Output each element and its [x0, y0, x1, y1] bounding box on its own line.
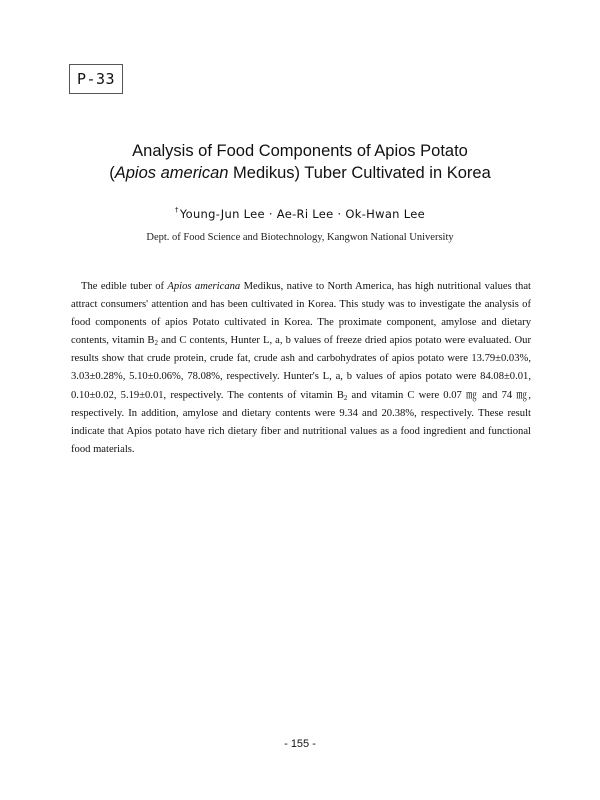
- abstract-s1-post: Medikus, native to North America, has high nutritional values that attract consumers' attention and has been cultivated in Korea. This study was to investigate the analysis of food components of apios Potato cultivated in Korea. The proximate component, amylose and dietary contents, vitamin B: [71, 281, 531, 347]
- corresponding-author-marker: †: [175, 206, 179, 214]
- title-line-2-rest: Medikus) Tuber Cultivated in Korea: [228, 164, 491, 182]
- poster-id: P-33: [76, 70, 116, 88]
- title-line-2: [0, 162, 600, 184]
- page-number: - 155 -: [284, 738, 316, 750]
- author-list: [0, 206, 600, 221]
- paper-title: [0, 140, 600, 184]
- abstract-body: [71, 278, 531, 459]
- abstract-s3: and vitamin C were 0.07 ㎎ and 74 ㎎, respectively. In addition, amylose and dietary contents were 9.34 and 20.38%, respectively. These result indicate that Apios potato have rich dietary fiber and nutritional values as a food ingredient and functional food materials.: [71, 389, 531, 455]
- abstract-species: Apios americana: [167, 281, 241, 292]
- vitamin-b2-subscript: 2: [154, 339, 158, 348]
- vitamin-b2-subscript: 2: [343, 393, 348, 402]
- poster-id-box: [69, 64, 123, 94]
- title-open-paren: (: [109, 164, 115, 182]
- author-names: Young-Jun Lee · Ae-Ri Lee · Ok-Hwan Lee: [179, 207, 425, 221]
- affiliation: Dept. of Food Science and Biotechnology, Kangwon National University: [146, 232, 454, 243]
- title-line-1: Analysis of Food Components of Apios Potato: [132, 142, 468, 160]
- abstract-s1-pre: The edible tuber of: [81, 281, 168, 292]
- title-species: Apios american: [114, 164, 229, 182]
- abstract-s2: and C contents, Hunter L, a, b values of freeze dried apios potato were evaluated. Our results show that crude protein, crude fat, crude ash and carbohydrates of apios potato were 13.79±0.03%, 3.03±0.28%, 5.10±0.06%, 78.08%, respectively. Hunter's L, a, b values of apios potato were 84.08±0.01, 0.10±0.02, 5.19±0.01, respectively. The contents of vitamin B: [71, 335, 531, 401]
